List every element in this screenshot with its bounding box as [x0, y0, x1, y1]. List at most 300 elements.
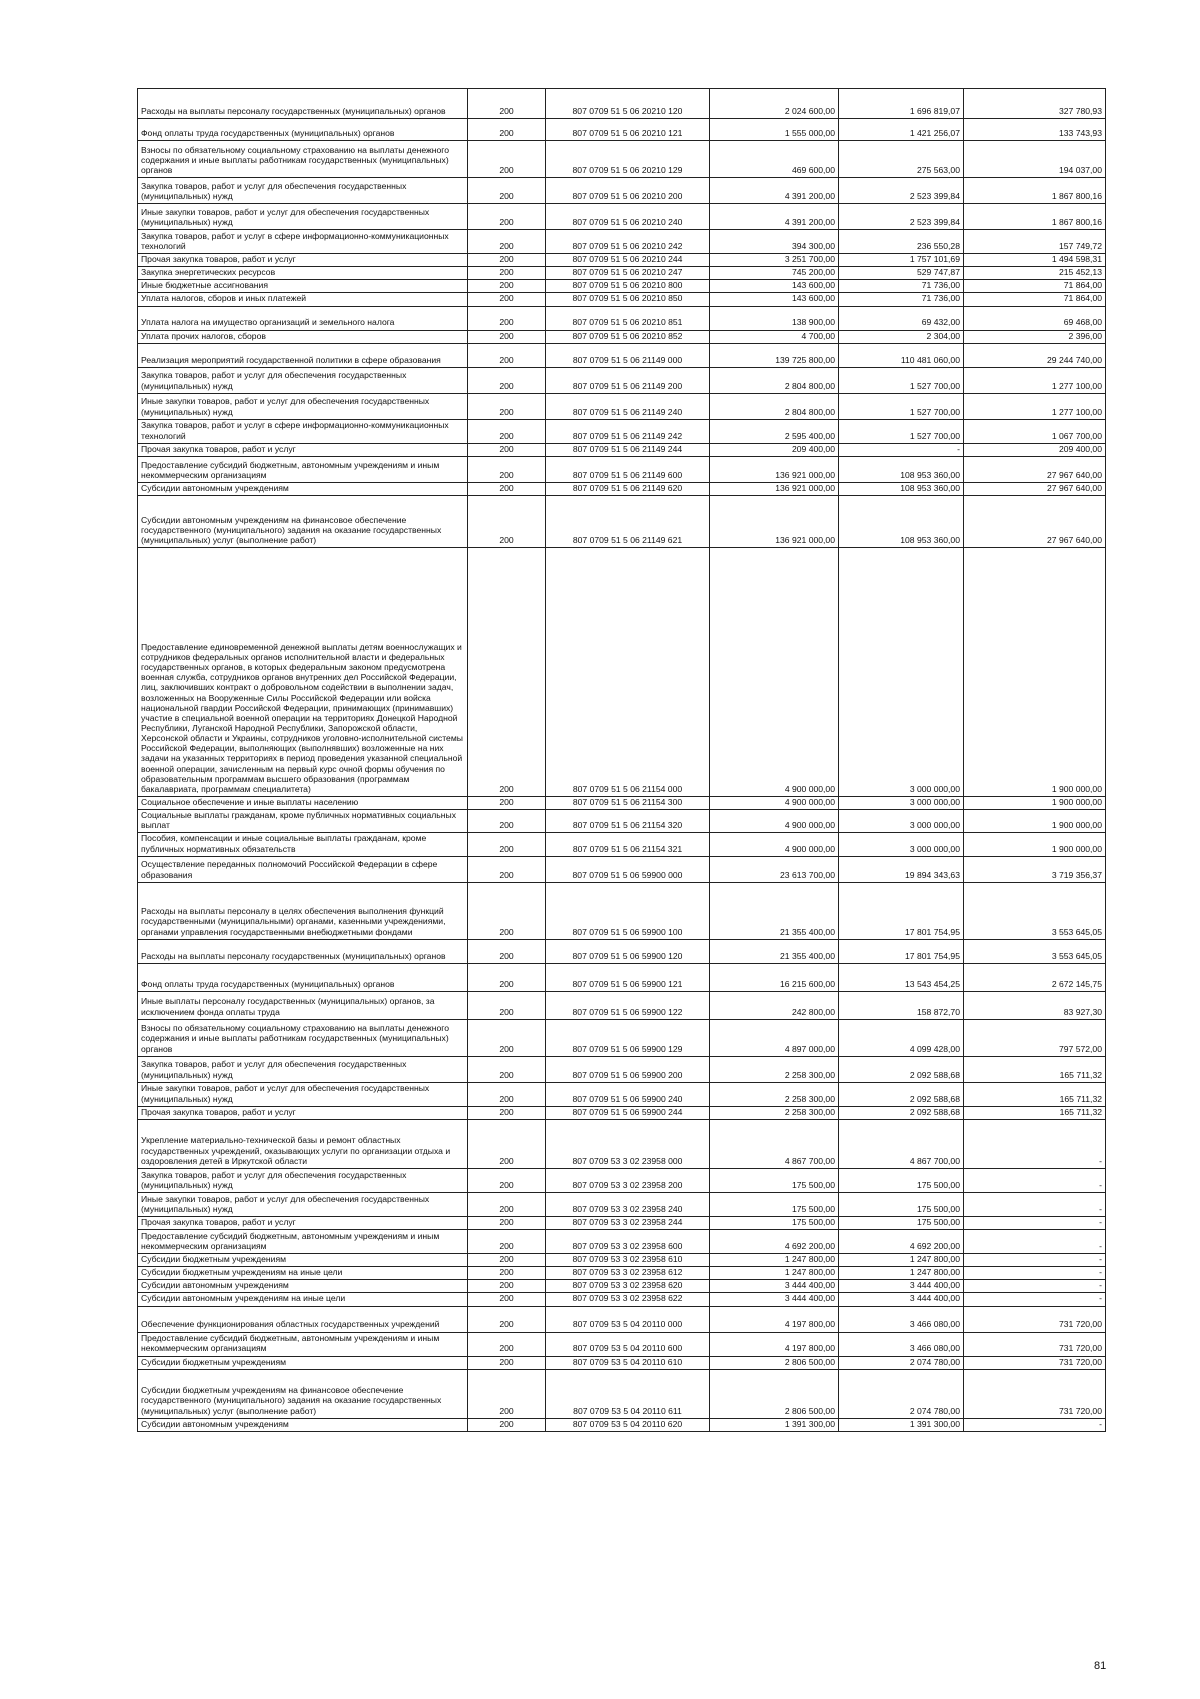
table-row: [138, 204, 1106, 230]
table-row: [138, 939, 1106, 963]
row-budget-code: 807 0709 53 3 02 23958 622: [546, 1293, 710, 1306]
row-unexecuted-amount: 1 867 800,16: [964, 204, 1106, 230]
row-executed-amount: 3 444 400,00: [839, 1293, 964, 1306]
row-admin-code: 200: [468, 939, 546, 963]
row-unexecuted-amount: 71 864,00: [964, 293, 1106, 306]
row-budget-code: 807 0709 53 3 02 23958 612: [546, 1267, 710, 1280]
row-executed-amount: 108 953 360,00: [839, 456, 964, 482]
row-approved-amount: 1 391 300,00: [710, 1418, 839, 1431]
table-row: [138, 419, 1106, 443]
row-name: Осуществление переданных полномочий Российской Федерации в сфере образования: [138, 856, 468, 882]
row-admin-code: 200: [468, 1056, 546, 1082]
row-executed-amount: 2 074 780,00: [839, 1369, 964, 1418]
row-approved-amount: 209 400,00: [710, 443, 839, 456]
row-admin-code: 200: [468, 882, 546, 939]
row-admin-code: 200: [468, 1168, 546, 1192]
row-unexecuted-amount: 194 037,00: [964, 141, 1106, 178]
row-name: Иные закупки товаров, работ и услуг для обеспечения государственных (муниципальных) нужд: [138, 1192, 468, 1216]
table-row: [138, 393, 1106, 419]
row-executed-amount: 108 953 360,00: [839, 495, 964, 547]
page-number: 81: [1094, 1660, 1107, 1672]
table-row: [138, 230, 1106, 254]
row-unexecuted-amount: 29 244 740,00: [964, 343, 1106, 367]
row-unexecuted-amount: 215 452,13: [964, 267, 1106, 280]
row-admin-code: 200: [468, 141, 546, 178]
table-row: [138, 306, 1106, 330]
row-executed-amount: 1 527 700,00: [839, 393, 964, 419]
table-row: [138, 367, 1106, 393]
row-approved-amount: 175 500,00: [710, 1168, 839, 1192]
row-budget-code: 807 0709 51 5 06 21154 321: [546, 833, 710, 856]
row-executed-amount: 1 421 256,07: [839, 119, 964, 141]
table-row: [138, 482, 1106, 495]
row-executed-amount: 110 481 060,00: [839, 343, 964, 367]
table-row: [138, 89, 1106, 119]
row-unexecuted-amount: 27 967 640,00: [964, 482, 1106, 495]
table-row: [138, 178, 1106, 204]
row-name: Расходы на выплаты персоналу государственных (муниципальных) органов: [138, 89, 468, 119]
row-admin-code: 200: [468, 119, 546, 141]
row-name: Фонд оплаты труда государственных (муниципальных) органов: [138, 119, 468, 141]
row-approved-amount: 21 355 400,00: [710, 882, 839, 939]
row-executed-amount: 1 696 819,07: [839, 89, 964, 119]
row-budget-code: 807 0709 53 3 02 23958 600: [546, 1229, 710, 1253]
row-approved-amount: 2 024 600,00: [710, 89, 839, 119]
row-approved-amount: 4 900 000,00: [710, 810, 839, 833]
row-admin-code: 200: [468, 1253, 546, 1266]
row-budget-code: 807 0709 53 3 02 23958 244: [546, 1216, 710, 1229]
row-unexecuted-amount: -: [964, 1267, 1106, 1280]
row-name: Уплата налога на имущество организаций и земельного налога: [138, 306, 468, 330]
row-admin-code: 200: [468, 280, 546, 293]
row-unexecuted-amount: 27 967 640,00: [964, 456, 1106, 482]
row-executed-amount: 71 736,00: [839, 293, 964, 306]
table-row: [138, 1082, 1106, 1106]
row-name: Взносы по обязательному социальному страхованию на выплаты денежного содержания и иные выплаты работникам государственных (муниципальных) органов: [138, 1019, 468, 1056]
table-row: [138, 1253, 1106, 1266]
row-admin-code: 200: [468, 856, 546, 882]
row-unexecuted-amount: 1 900 000,00: [964, 547, 1106, 796]
row-unexecuted-amount: -: [964, 1119, 1106, 1168]
row-admin-code: 200: [468, 810, 546, 833]
row-unexecuted-amount: 165 711,32: [964, 1056, 1106, 1082]
row-budget-code: 807 0709 51 5 06 59900 120: [546, 939, 710, 963]
row-approved-amount: 3 444 400,00: [710, 1293, 839, 1306]
table-row: [138, 293, 1106, 306]
row-unexecuted-amount: 1 900 000,00: [964, 833, 1106, 856]
row-name: Пособия, компенсации и иные социальные выплаты гражданам, кроме публичных нормативных обязательств: [138, 833, 468, 856]
row-executed-amount: 175 500,00: [839, 1168, 964, 1192]
row-approved-amount: 3 251 700,00: [710, 254, 839, 267]
row-executed-amount: 4 692 200,00: [839, 1229, 964, 1253]
row-name: Закупка товаров, работ и услуг для обеспечения государственных (муниципальных) нужд: [138, 1168, 468, 1192]
row-admin-code: 200: [468, 991, 546, 1019]
row-admin-code: 200: [468, 1082, 546, 1106]
row-name: Предоставление субсидий бюджетным, автономным учреждениям и иным некоммерческим организациям: [138, 1229, 468, 1253]
row-admin-code: 200: [468, 267, 546, 280]
row-approved-amount: 3 444 400,00: [710, 1280, 839, 1293]
row-name: Социальные выплаты гражданам, кроме публичных нормативных социальных выплат: [138, 810, 468, 833]
row-name: Иные закупки товаров, работ и услуг для обеспечения государственных (муниципальных) нужд: [138, 204, 468, 230]
row-unexecuted-amount: 157 749,72: [964, 230, 1106, 254]
row-admin-code: 200: [468, 254, 546, 267]
row-approved-amount: 2 804 800,00: [710, 393, 839, 419]
row-admin-code: 200: [468, 1192, 546, 1216]
row-executed-amount: 175 500,00: [839, 1192, 964, 1216]
table-row: [138, 991, 1106, 1019]
row-admin-code: 200: [468, 833, 546, 856]
row-admin-code: 200: [468, 393, 546, 419]
row-approved-amount: 143 600,00: [710, 280, 839, 293]
row-budget-code: 807 0709 51 5 06 20210 851: [546, 306, 710, 330]
row-approved-amount: 136 921 000,00: [710, 456, 839, 482]
table-row: [138, 330, 1106, 343]
row-budget-code: 807 0709 51 5 06 20210 850: [546, 293, 710, 306]
row-admin-code: 200: [468, 419, 546, 443]
row-budget-code: 807 0709 51 5 06 20210 800: [546, 280, 710, 293]
row-budget-code: 807 0709 53 3 02 23958 620: [546, 1280, 710, 1293]
row-executed-amount: 4 867 700,00: [839, 1119, 964, 1168]
row-approved-amount: 4 700,00: [710, 330, 839, 343]
row-admin-code: 200: [468, 495, 546, 547]
row-executed-amount: 3 000 000,00: [839, 833, 964, 856]
row-executed-amount: 2 092 588,68: [839, 1056, 964, 1082]
row-budget-code: 807 0709 51 5 06 21149 244: [546, 443, 710, 456]
table-row: [138, 856, 1106, 882]
row-budget-code: 807 0709 53 5 04 20110 620: [546, 1418, 710, 1431]
row-executed-amount: 529 747,87: [839, 267, 964, 280]
row-budget-code: 807 0709 51 5 06 59900 129: [546, 1019, 710, 1056]
row-approved-amount: 139 725 800,00: [710, 343, 839, 367]
row-admin-code: 200: [468, 1369, 546, 1418]
table-row: [138, 796, 1106, 809]
table-body: [138, 89, 1106, 1432]
row-budget-code: 807 0709 51 5 06 59900 121: [546, 963, 710, 991]
row-executed-amount: 108 953 360,00: [839, 482, 964, 495]
row-name: Закупка товаров, работ и услуг для обеспечения государственных (муниципальных) нужд: [138, 178, 468, 204]
row-name: Субсидии бюджетным учреждениям на иные цели: [138, 1267, 468, 1280]
row-executed-amount: 3 466 080,00: [839, 1332, 964, 1356]
row-name: Уплата налогов, сборов и иных платежей: [138, 293, 468, 306]
table-row: [138, 1192, 1106, 1216]
row-unexecuted-amount: 3 553 645,05: [964, 939, 1106, 963]
row-unexecuted-amount: 1 867 800,16: [964, 178, 1106, 204]
row-admin-code: 200: [468, 1306, 546, 1332]
row-admin-code: 200: [468, 230, 546, 254]
row-budget-code: 807 0709 51 5 06 21154 320: [546, 810, 710, 833]
row-name: Закупка товаров, работ и услуг для обеспечения государственных (муниципальных) нужд: [138, 1056, 468, 1082]
table-row: [138, 1106, 1106, 1119]
row-approved-amount: 2 595 400,00: [710, 419, 839, 443]
row-admin-code: 200: [468, 1267, 546, 1280]
row-admin-code: 200: [468, 306, 546, 330]
row-executed-amount: 158 872,70: [839, 991, 964, 1019]
row-name: Субсидии бюджетным учреждениям на финансовое обеспечение государственного (муниципального) задания на оказание государственных (муниципальных) услуг (выполнение работ): [138, 1369, 468, 1418]
row-admin-code: 200: [468, 963, 546, 991]
row-budget-code: 807 0709 53 5 04 20110 611: [546, 1369, 710, 1418]
row-admin-code: 200: [468, 1356, 546, 1369]
row-executed-amount: 1 527 700,00: [839, 367, 964, 393]
row-unexecuted-amount: 71 864,00: [964, 280, 1106, 293]
row-name: Укрепление материально-технической базы и ремонт областных государственных учреждений, оказывающих услуги по организации отдыха и оздоровления детей в Иркутской области: [138, 1119, 468, 1168]
row-admin-code: 200: [468, 204, 546, 230]
row-executed-amount: 3 000 000,00: [839, 796, 964, 809]
row-unexecuted-amount: 3 553 645,05: [964, 882, 1106, 939]
row-budget-code: 807 0709 51 5 06 20210 242: [546, 230, 710, 254]
row-name: Социальное обеспечение и иные выплаты населению: [138, 796, 468, 809]
table-row: [138, 1280, 1106, 1293]
row-approved-amount: 16 215 600,00: [710, 963, 839, 991]
row-name: Иные закупки товаров, работ и услуг для обеспечения государственных (муниципальных) нужд: [138, 393, 468, 419]
row-admin-code: 200: [468, 796, 546, 809]
row-approved-amount: 136 921 000,00: [710, 495, 839, 547]
table-row: [138, 1056, 1106, 1082]
row-name: Уплата прочих налогов, сборов: [138, 330, 468, 343]
row-approved-amount: 394 300,00: [710, 230, 839, 254]
row-admin-code: 200: [468, 178, 546, 204]
row-executed-amount: 2 523 399,84: [839, 178, 964, 204]
row-unexecuted-amount: -: [964, 1192, 1106, 1216]
row-unexecuted-amount: 731 720,00: [964, 1369, 1106, 1418]
row-unexecuted-amount: 1 494 598,31: [964, 254, 1106, 267]
row-admin-code: 200: [468, 1332, 546, 1356]
row-name: Субсидии бюджетным учреждениям: [138, 1253, 468, 1266]
table-row: [138, 1019, 1106, 1056]
row-executed-amount: 3 000 000,00: [839, 810, 964, 833]
row-name: Иные выплаты персоналу государственных (муниципальных) органов, за исключением фонда оплаты труда: [138, 991, 468, 1019]
row-executed-amount: 1 247 800,00: [839, 1267, 964, 1280]
row-name: Прочая закупка товаров, работ и услуг: [138, 1216, 468, 1229]
row-executed-amount: 4 099 428,00: [839, 1019, 964, 1056]
row-unexecuted-amount: -: [964, 1229, 1106, 1253]
row-unexecuted-amount: 165 711,32: [964, 1106, 1106, 1119]
table-row: [138, 963, 1106, 991]
row-executed-amount: 1 391 300,00: [839, 1418, 964, 1431]
row-unexecuted-amount: 2 396,00: [964, 330, 1106, 343]
row-budget-code: 807 0709 51 5 06 21149 621: [546, 495, 710, 547]
row-name: Закупка товаров, работ и услуг в сфере информационно-коммуникационных технологий: [138, 230, 468, 254]
row-approved-amount: 175 500,00: [710, 1192, 839, 1216]
table-row: [138, 495, 1106, 547]
row-admin-code: 200: [468, 1229, 546, 1253]
row-approved-amount: 2 804 800,00: [710, 367, 839, 393]
row-unexecuted-amount: -: [964, 1418, 1106, 1431]
row-approved-amount: 4 197 800,00: [710, 1332, 839, 1356]
row-executed-amount: -: [839, 443, 964, 456]
row-name: Субсидии автономным учреждениям: [138, 1280, 468, 1293]
row-name: Иные бюджетные ассигнования: [138, 280, 468, 293]
row-budget-code: 807 0709 51 5 06 21149 200: [546, 367, 710, 393]
row-unexecuted-amount: 1 067 700,00: [964, 419, 1106, 443]
row-unexecuted-amount: 69 468,00: [964, 306, 1106, 330]
table-row: [138, 1229, 1106, 1253]
row-executed-amount: 1 757 101,69: [839, 254, 964, 267]
row-admin-code: 200: [468, 443, 546, 456]
row-unexecuted-amount: 797 572,00: [964, 1019, 1106, 1056]
row-budget-code: 807 0709 51 5 06 59900 240: [546, 1082, 710, 1106]
row-unexecuted-amount: 731 720,00: [964, 1356, 1106, 1369]
table-row: [138, 1369, 1106, 1418]
row-admin-code: 200: [468, 456, 546, 482]
table-row: [138, 443, 1106, 456]
row-executed-amount: 1 247 800,00: [839, 1253, 964, 1266]
row-unexecuted-amount: 1 277 100,00: [964, 393, 1106, 419]
table-row: [138, 1216, 1106, 1229]
row-approved-amount: 2 258 300,00: [710, 1082, 839, 1106]
table-row: [138, 1418, 1106, 1431]
row-budget-code: 807 0709 51 5 06 20210 247: [546, 267, 710, 280]
table-row: [138, 547, 1106, 796]
row-approved-amount: 4 692 200,00: [710, 1229, 839, 1253]
row-budget-code: 807 0709 51 5 06 21149 620: [546, 482, 710, 495]
row-name: Субсидии автономным учреждениям на иные цели: [138, 1293, 468, 1306]
table-row: [138, 810, 1106, 833]
row-executed-amount: 2 092 588,68: [839, 1106, 964, 1119]
row-admin-code: 200: [468, 1106, 546, 1119]
row-admin-code: 200: [468, 293, 546, 306]
row-name: Прочая закупка товаров, работ и услуг: [138, 254, 468, 267]
row-executed-amount: 1 527 700,00: [839, 419, 964, 443]
row-unexecuted-amount: -: [964, 1253, 1106, 1266]
row-admin-code: 200: [468, 1418, 546, 1431]
row-approved-amount: 1 247 800,00: [710, 1267, 839, 1280]
row-approved-amount: 2 806 500,00: [710, 1356, 839, 1369]
row-unexecuted-amount: 133 743,93: [964, 119, 1106, 141]
row-budget-code: 807 0709 53 5 04 20110 610: [546, 1356, 710, 1369]
table-row: [138, 254, 1106, 267]
row-unexecuted-amount: 27 967 640,00: [964, 495, 1106, 547]
row-unexecuted-amount: -: [964, 1216, 1106, 1229]
row-unexecuted-amount: 731 720,00: [964, 1306, 1106, 1332]
row-approved-amount: 2 258 300,00: [710, 1056, 839, 1082]
row-executed-amount: 13 543 454,25: [839, 963, 964, 991]
row-admin-code: 200: [468, 1216, 546, 1229]
row-approved-amount: 1 247 800,00: [710, 1253, 839, 1266]
table-row: [138, 1267, 1106, 1280]
row-approved-amount: 21 355 400,00: [710, 939, 839, 963]
row-approved-amount: 175 500,00: [710, 1216, 839, 1229]
row-name: Закупка товаров, работ и услуг в сфере информационно-коммуникационных технологий: [138, 419, 468, 443]
row-approved-amount: 143 600,00: [710, 293, 839, 306]
row-name: Расходы на выплаты персоналу в целях обеспечения выполнения функций государственными (муниципальными) органами, казенными учреждениями, органами управления государственными внебюджетными фондами: [138, 882, 468, 939]
row-approved-amount: 4 900 000,00: [710, 796, 839, 809]
row-budget-code: 807 0709 51 5 06 20210 240: [546, 204, 710, 230]
row-unexecuted-amount: -: [964, 1280, 1106, 1293]
row-budget-code: 807 0709 51 5 06 21154 000: [546, 547, 710, 796]
row-name: Взносы по обязательному социальному страхованию на выплаты денежного содержания и иные выплаты работникам государственных (муниципальных) органов: [138, 141, 468, 178]
table-row: [138, 343, 1106, 367]
row-unexecuted-amount: 1 900 000,00: [964, 796, 1106, 809]
row-name: Прочая закупка товаров, работ и услуг: [138, 1106, 468, 1119]
row-name: Иные закупки товаров, работ и услуг для обеспечения государственных (муниципальных) нужд: [138, 1082, 468, 1106]
row-name: Прочая закупка товаров, работ и услуг: [138, 443, 468, 456]
row-approved-amount: 4 197 800,00: [710, 1306, 839, 1332]
row-executed-amount: 19 894 343,63: [839, 856, 964, 882]
row-name: Закупка энергетических ресурсов: [138, 267, 468, 280]
row-admin-code: 200: [468, 330, 546, 343]
row-executed-amount: 3 000 000,00: [839, 547, 964, 796]
row-approved-amount: 4 900 000,00: [710, 547, 839, 796]
row-admin-code: 200: [468, 1280, 546, 1293]
row-executed-amount: 17 801 754,95: [839, 882, 964, 939]
row-admin-code: 200: [468, 343, 546, 367]
row-admin-code: 200: [468, 482, 546, 495]
row-budget-code: 807 0709 53 3 02 23958 610: [546, 1253, 710, 1266]
row-name: Предоставление субсидий бюджетным, автономным учреждениям и иным некоммерческим организациям: [138, 1332, 468, 1356]
row-admin-code: 200: [468, 547, 546, 796]
row-unexecuted-amount: -: [964, 1168, 1106, 1192]
row-approved-amount: 4 391 200,00: [710, 178, 839, 204]
row-admin-code: 200: [468, 1019, 546, 1056]
row-name: Предоставление субсидий бюджетным, автономным учреждениям и иным некоммерческим организациям: [138, 456, 468, 482]
row-name: Предоставление единовременной денежной выплаты детям военнослужащих и сотрудников федеральных органов исполнительной власти и федеральных государственных органов, в которых федеральным законом предусмотрена военная служба, сотрудников органов внутренних дел Российской Федерации, лиц, заключивших контракт о добровольном содействии в выполнении задач, возложенных на Вооруженные Силы Российской Федерации или войска национальной гвардии Российской Федерации, принимающих (принимавших) участие в специальной военной операции на территориях Донецкой Народной Республики, Луганской Народной Республики, Запорожской области, Херсонской области и Украины, сотрудников уголовно-исполнительной системы Российской Федерации, выполняющих (выполнявших) возложенные на них задачи на указанных территориях в период проведения указанной специальной военной операции, зачисленным на первый курс очной формы обучения по образовательным программам высшего образования (программам бакалавриата, программам специалитета): [138, 547, 468, 796]
table-row: [138, 833, 1106, 856]
row-budget-code: 807 0709 51 5 06 59900 244: [546, 1106, 710, 1119]
row-budget-code: 807 0709 53 3 02 23958 240: [546, 1192, 710, 1216]
row-approved-amount: 4 900 000,00: [710, 833, 839, 856]
row-name: Закупка товаров, работ и услуг для обеспечения государственных (муниципальных) нужд: [138, 367, 468, 393]
row-approved-amount: 4 897 000,00: [710, 1019, 839, 1056]
row-admin-code: 200: [468, 1119, 546, 1168]
row-admin-code: 200: [468, 367, 546, 393]
row-unexecuted-amount: 1 900 000,00: [964, 810, 1106, 833]
table-row: [138, 141, 1106, 178]
row-unexecuted-amount: 209 400,00: [964, 443, 1106, 456]
table-row: [138, 1168, 1106, 1192]
row-unexecuted-amount: 327 780,93: [964, 89, 1106, 119]
row-approved-amount: 2 806 500,00: [710, 1369, 839, 1418]
row-name: Реализация мероприятий государственной политики в сфере образования: [138, 343, 468, 367]
row-name: Фонд оплаты труда государственных (муниципальных) органов: [138, 963, 468, 991]
row-approved-amount: 469 600,00: [710, 141, 839, 178]
row-approved-amount: 745 200,00: [710, 267, 839, 280]
row-approved-amount: 242 800,00: [710, 991, 839, 1019]
row-budget-code: 807 0709 53 3 02 23958 000: [546, 1119, 710, 1168]
row-executed-amount: 17 801 754,95: [839, 939, 964, 963]
row-unexecuted-amount: 2 672 145,75: [964, 963, 1106, 991]
table-row: [138, 1119, 1106, 1168]
row-executed-amount: 3 444 400,00: [839, 1280, 964, 1293]
row-budget-code: 807 0709 51 5 06 21149 240: [546, 393, 710, 419]
row-unexecuted-amount: 3 719 356,37: [964, 856, 1106, 882]
row-name: Субсидии автономным учреждениям на финансовое обеспечение государственного (муниципального) задания на оказание государственных (муниципальных) услуг (выполнение работ): [138, 495, 468, 547]
row-budget-code: 807 0709 53 3 02 23958 200: [546, 1168, 710, 1192]
row-executed-amount: 3 466 080,00: [839, 1306, 964, 1332]
row-executed-amount: 2 092 588,68: [839, 1082, 964, 1106]
row-executed-amount: 275 563,00: [839, 141, 964, 178]
table-row: [138, 456, 1106, 482]
table-row: [138, 1293, 1106, 1306]
row-executed-amount: 2 074 780,00: [839, 1356, 964, 1369]
row-budget-code: 807 0709 51 5 06 59900 000: [546, 856, 710, 882]
row-name: Расходы на выплаты персоналу государственных (муниципальных) органов: [138, 939, 468, 963]
row-approved-amount: 23 613 700,00: [710, 856, 839, 882]
row-approved-amount: 136 921 000,00: [710, 482, 839, 495]
row-executed-amount: 175 500,00: [839, 1216, 964, 1229]
row-budget-code: 807 0709 51 5 06 20210 129: [546, 141, 710, 178]
row-approved-amount: 4 391 200,00: [710, 204, 839, 230]
row-approved-amount: 2 258 300,00: [710, 1106, 839, 1119]
table-row: [138, 280, 1106, 293]
row-budget-code: 807 0709 51 5 06 59900 200: [546, 1056, 710, 1082]
row-budget-code: 807 0709 51 5 06 20210 120: [546, 89, 710, 119]
row-unexecuted-amount: 165 711,32: [964, 1082, 1106, 1106]
budget-execution-table: [137, 88, 1106, 1432]
row-unexecuted-amount: -: [964, 1293, 1106, 1306]
row-executed-amount: 236 550,28: [839, 230, 964, 254]
row-executed-amount: 69 432,00: [839, 306, 964, 330]
row-approved-amount: 138 900,00: [710, 306, 839, 330]
